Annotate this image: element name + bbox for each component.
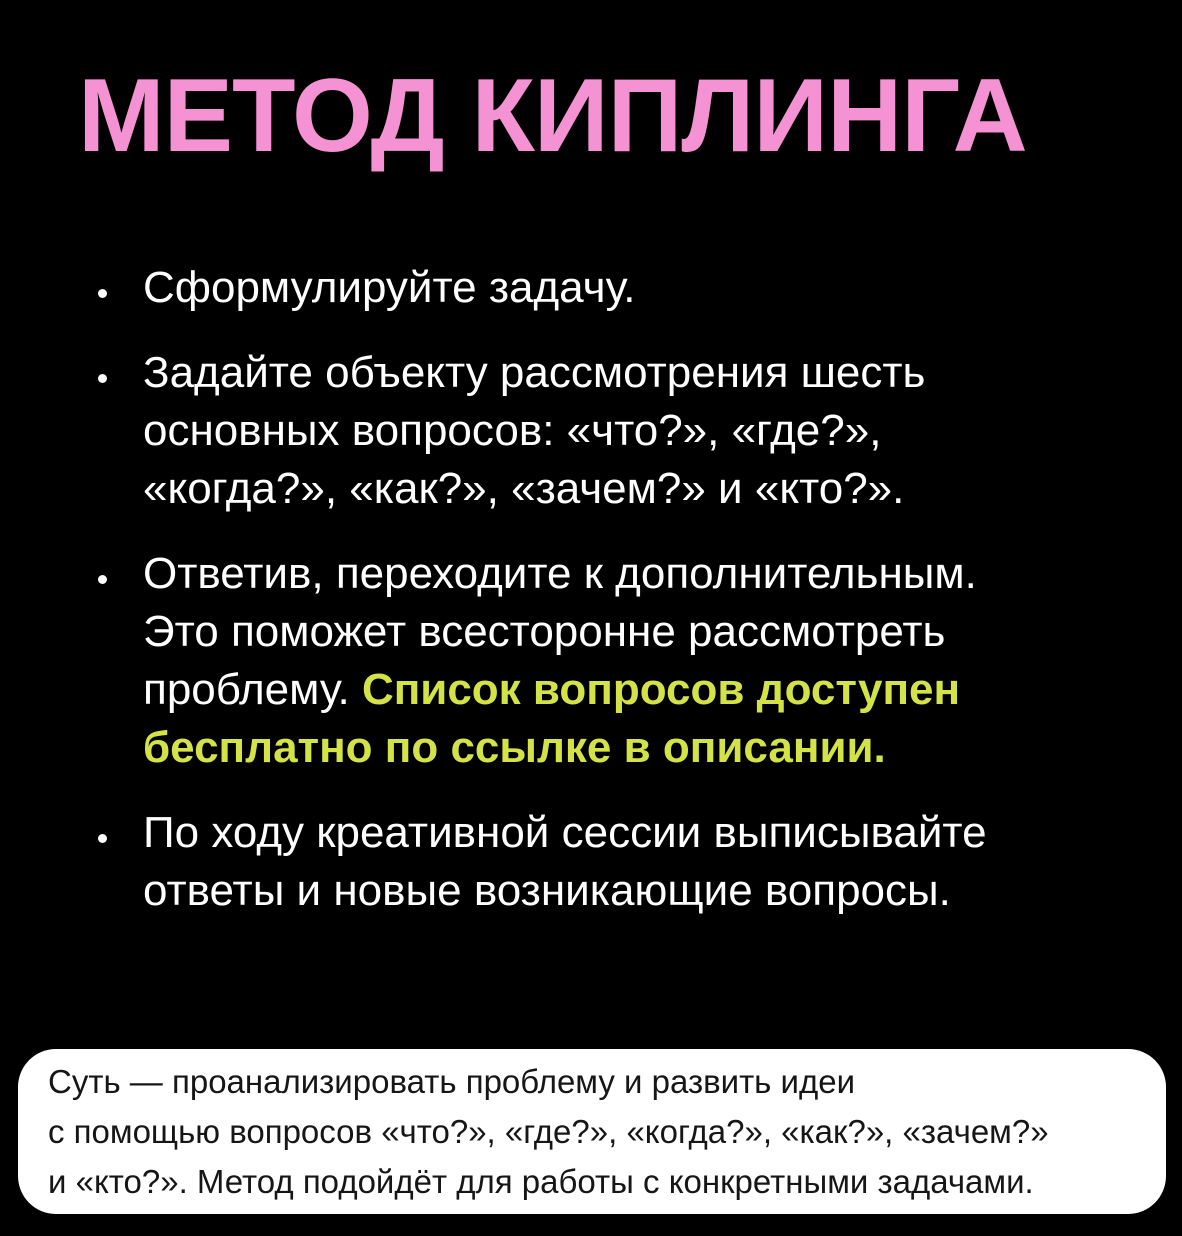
text-segment: Это поможет всесторонне рассмотреть [143, 606, 946, 656]
bullet-text [143, 259, 635, 317]
bullet-item [94, 344, 1104, 518]
bullet-text [143, 344, 925, 518]
summary-line: Суть — проанализировать проблему и развить идеи [48, 1062, 856, 1100]
summary-line: с помощью вопросов «что?», «где?», «когда?», «как?», «зачем?» [48, 1112, 1049, 1150]
poster [0, 54, 1182, 1236]
text-segment: «когда?», «как?», «зачем?» и «кто?». [143, 463, 905, 513]
highlighted-text: бесплатно по ссылке в описании. [143, 722, 886, 772]
bullet-text [143, 545, 977, 777]
bullet-line [143, 862, 987, 920]
bullet-line [143, 545, 977, 603]
bullet-dot-icon [98, 834, 107, 843]
summary-line: и «кто?». Метод подойдёт для работы с конкретными задачами. [48, 1162, 1034, 1200]
bullet-item [94, 545, 1104, 777]
text-segment: Сформулируйте задачу. [143, 262, 636, 312]
bullet-line [143, 804, 987, 862]
text-segment: Задайте объекту рассмотрения шесть [143, 347, 926, 397]
bullet-line [143, 344, 925, 402]
text-segment: ответы и новые возникающие вопросы. [143, 865, 951, 915]
bullet-list [78, 259, 1104, 920]
bullet-line [143, 603, 977, 661]
bullet-dot-icon [98, 575, 107, 584]
bullet-dot-icon [98, 374, 107, 383]
bullet-line [143, 661, 977, 719]
bullet-line [143, 460, 925, 518]
bullet-line [143, 402, 925, 460]
summary-card [18, 1049, 1166, 1214]
bullet-line [143, 719, 977, 777]
text-segment: проблему. [143, 664, 362, 714]
text-segment: По ходу креативной сессии выписывайте [143, 807, 987, 857]
bullet-line [143, 259, 635, 317]
text-segment: Ответив, переходите к дополнительным. [143, 548, 977, 598]
bullet-dot-icon [98, 289, 107, 298]
text-segment: основных вопросов: «что?», «где?», [143, 405, 882, 455]
page-title: МЕТОД КИПЛИНГА [78, 58, 1027, 174]
bullet-item [94, 804, 1104, 920]
bullet-text [143, 804, 987, 920]
bullet-item [94, 259, 1104, 317]
highlighted-text: Список вопросов доступен [361, 664, 961, 714]
